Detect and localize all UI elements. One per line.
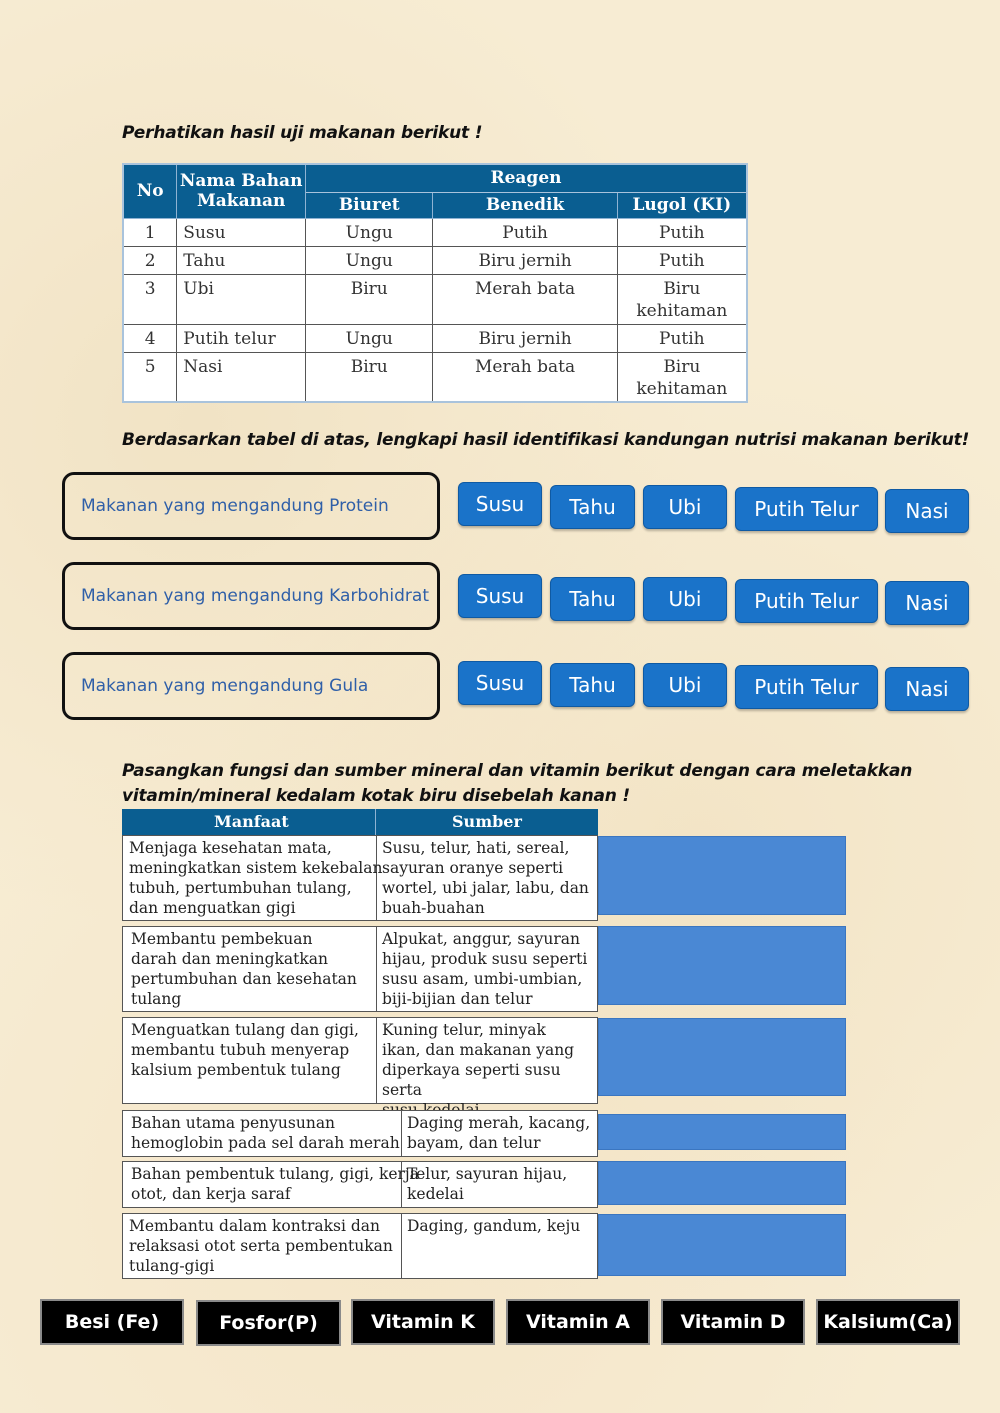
- chip-susu[interactable]: Susu: [458, 661, 542, 705]
- matching-row-6: Membantu dalam kontraksi dan relaksasi otot serta pembentukan tulang-gigi Daging, gandum, keju: [122, 1213, 598, 1279]
- food-test-table: [122, 163, 748, 403]
- chip-nasi[interactable]: Nasi: [885, 489, 969, 533]
- matching-row-1: Menjaga kesehatan mata, meningkatkan sistem kekebalan tubuh, pertumbuhan tulang, dan menguatkan gigi Susu, telur, hati, sereal, sayuran oranye seperti wortel, ubi jalar, labu, dan buah-buahan: [122, 835, 598, 921]
- chip-putih-telur[interactable]: Putih Telur: [735, 665, 878, 709]
- drop-box-protein[interactable]: [62, 472, 440, 540]
- drop-target-2[interactable]: [598, 926, 846, 1005]
- matching-table-header: [122, 809, 598, 835]
- chip-ubi[interactable]: Ubi: [643, 577, 727, 621]
- matching-row-4: Bahan utama penyusunan hemoglobin pada sel darah merah Daging merah, kacang, bayam, dan telur: [122, 1110, 598, 1157]
- instruction-bottom-1: Pasangkan fungsi dan sumber mineral dan vitamin berikut dengan cara meletakkan: [122, 761, 913, 781]
- chip-kalsium[interactable]: Kalsium(Ca): [816, 1299, 960, 1345]
- matching-row-5: Bahan pembentuk tulang, gigi, kerja otot, dan kerja saraf Telur, sayuran hijau, kedelai: [122, 1161, 598, 1208]
- chip-besi[interactable]: Besi (Fe): [40, 1299, 184, 1345]
- instruction-top: Perhatikan hasil uji makanan berikut !: [122, 123, 483, 143]
- question-label: Makanan yang mengandung Gula: [81, 676, 369, 696]
- drop-target-3[interactable]: [598, 1018, 846, 1096]
- chip-tahu[interactable]: Tahu: [550, 485, 635, 529]
- table-row: 2 Tahu Ungu Biru jernih Putih: [123, 246, 747, 274]
- drop-target-4[interactable]: [598, 1114, 846, 1150]
- table-row: 3 Ubi Biru Merah bata Biru kehitaman: [123, 274, 747, 324]
- question-label: Makanan yang mengandung Karbohidrat: [81, 586, 429, 606]
- chip-susu[interactable]: Susu: [458, 574, 542, 618]
- chip-fosfor[interactable]: Fosfor(P): [196, 1300, 341, 1346]
- header-benedik: Benedik: [433, 192, 617, 218]
- drop-box-gula[interactable]: [62, 652, 440, 720]
- chip-susu[interactable]: Susu: [458, 482, 542, 526]
- drop-box-karbohidrat[interactable]: [62, 562, 440, 630]
- drop-target-6[interactable]: [598, 1214, 846, 1276]
- header-lugol: Lugol (KI): [617, 192, 747, 218]
- matching-row-3: Menguatkan tulang dan gigi, membantu tubuh menyerap kalsium pembentuk tulang Kuning telur, minyak ikan, dan makanan yang diperkaya seperti susu serta: [122, 1017, 598, 1104]
- header-reagen: Reagen: [305, 164, 747, 192]
- header-sumber: Sumber: [452, 812, 522, 831]
- chip-nasi[interactable]: Nasi: [885, 667, 969, 711]
- header-name: Nama Bahan Makanan: [177, 164, 306, 218]
- instruction-middle: Berdasarkan tabel di atas, lengkapi hasil identifikasi kandungan nutrisi makanan berikut!: [122, 430, 970, 450]
- header-manfaat: Manfaat: [214, 812, 289, 831]
- drop-target-1[interactable]: [598, 836, 846, 915]
- chip-putih-telur[interactable]: Putih Telur: [735, 579, 878, 623]
- chip-tahu[interactable]: Tahu: [550, 577, 635, 621]
- chip-ubi[interactable]: Ubi: [643, 485, 727, 529]
- question-label: Makanan yang mengandung Protein: [81, 496, 389, 516]
- header-biuret: Biuret: [305, 192, 432, 218]
- chip-vitamin-k[interactable]: Vitamin K: [351, 1299, 495, 1345]
- chip-vitamin-a[interactable]: Vitamin A: [506, 1299, 650, 1345]
- chip-tahu[interactable]: Tahu: [550, 663, 635, 707]
- chip-putih-telur[interactable]: Putih Telur: [735, 487, 878, 531]
- header-no: No: [123, 164, 177, 218]
- matching-row-2: Membantu pembekuan darah dan meningkatkan pertumbuhan dan kesehatan tulang Alpukat, anggur, sayuran hijau, produk susu seperti susu asam, umbi-umbian, biji-bijian dan telur: [122, 926, 598, 1012]
- drop-target-5[interactable]: [598, 1161, 846, 1205]
- table-row: 1 Susu Ungu Putih Putih: [123, 218, 747, 246]
- table-row: 5 Nasi Biru Merah bata Biru kehitaman: [123, 352, 747, 402]
- chip-ubi[interactable]: Ubi: [643, 663, 727, 707]
- instruction-bottom-2: vitamin/mineral kedalam kotak biru disebelah kanan !: [122, 786, 630, 806]
- chip-vitamin-d[interactable]: Vitamin D: [661, 1299, 805, 1345]
- chip-nasi[interactable]: Nasi: [885, 581, 969, 625]
- table-row: 4 Putih telur Ungu Biru jernih Putih: [123, 324, 747, 352]
